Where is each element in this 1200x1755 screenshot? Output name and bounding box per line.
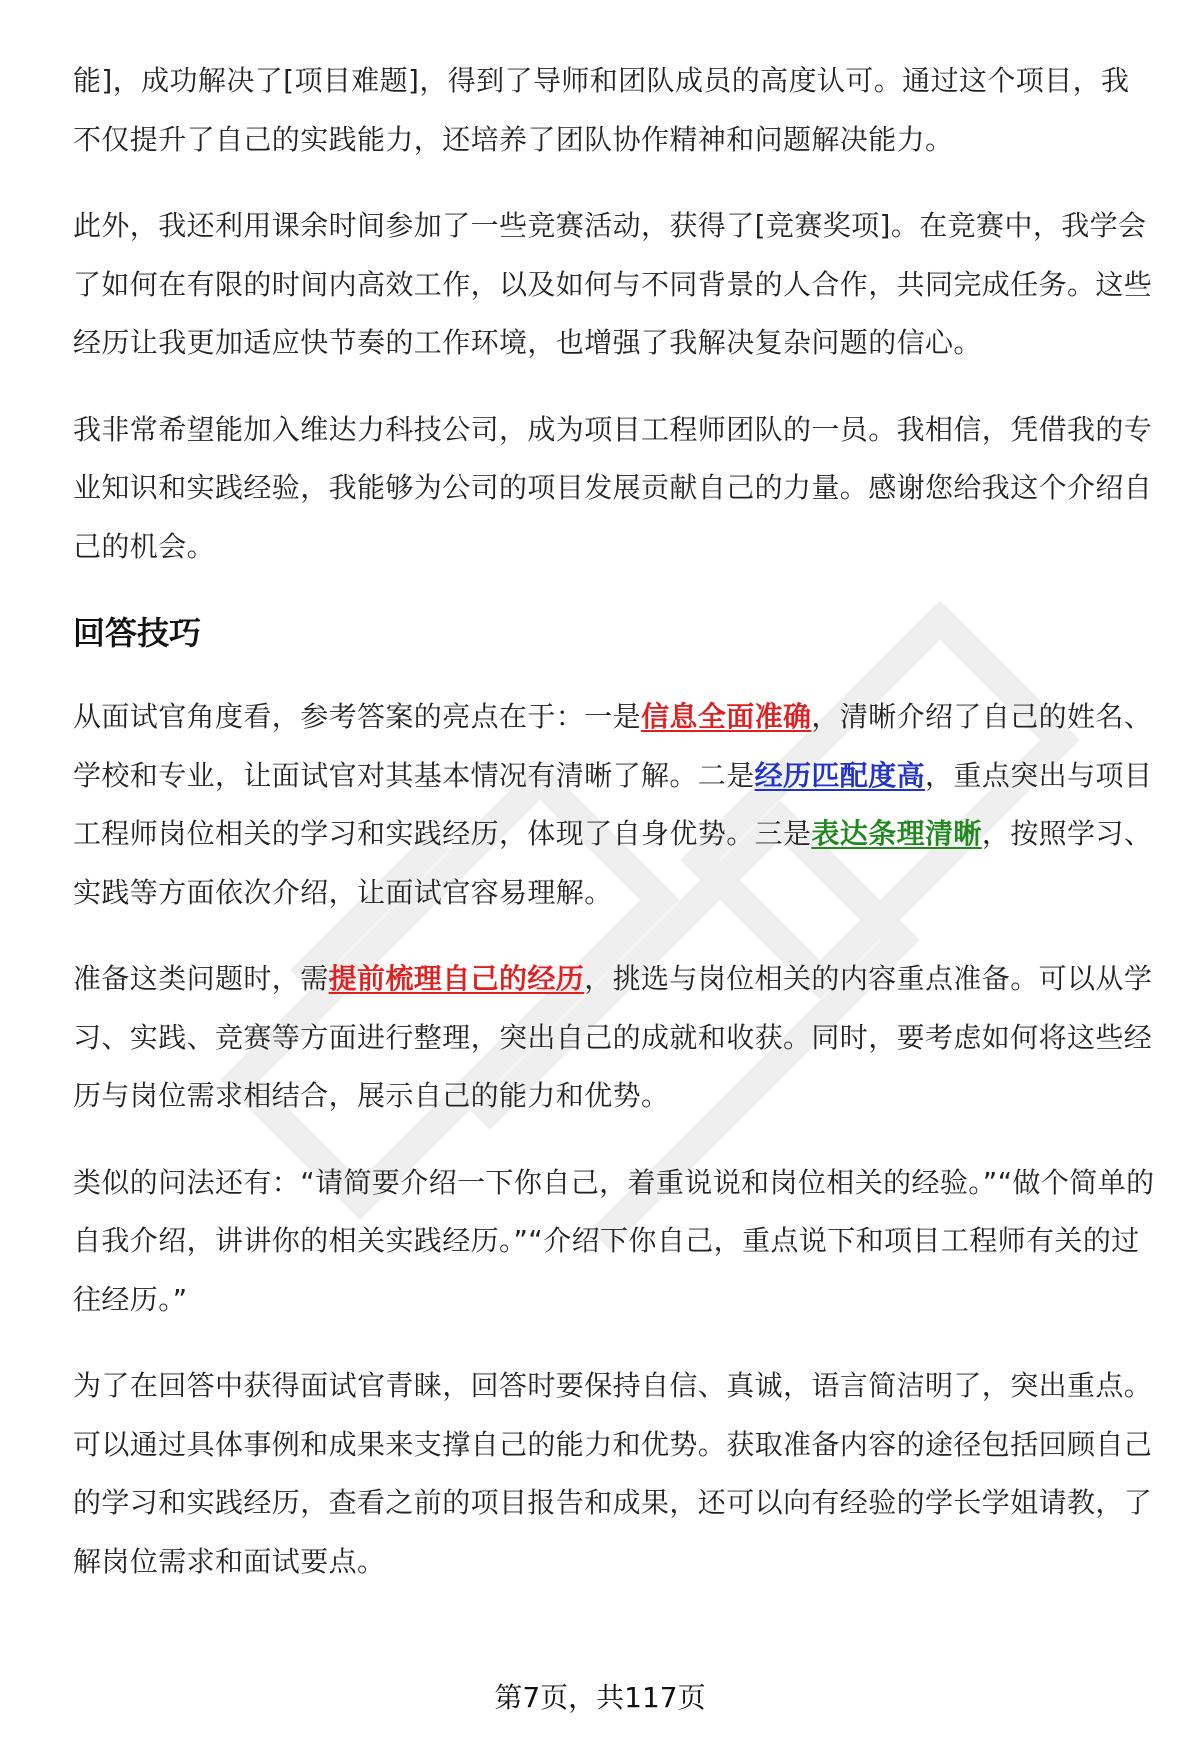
tips-text: 准备这类问题时，需 [73,962,329,995]
page-number-footer: 第7页，共117页 [494,1681,706,1714]
tips-text: ，挑选与岗位相关的内容重点准备。可以从学习、实践、竞赛等方面进行整理，突出自己的成就和收获。同时，要考虑如何将这些经历与岗位需求相结合，展示自己的能力和优势。 [73,962,1153,1112]
paragraph-closing: 我非常希望能加入维达力科技公司，成为项目工程师团队的一员。我相信，凭借我的专业知识和实践经验，我能够为公司的项目发展贡献自己的力量。感谢您给我这个介绍自己的机会。 [73,412,1153,563]
paragraph-tips-preparation [73,950,1155,1126]
tips-text: ，重点突出与项目工程师岗位相关的学习和实践经历，体现了自身优势。三是 [73,758,1153,850]
document-page [73,52,1155,1619]
paragraph-answer-advice: 为了在回答中获得面试官青睐，回答时要保持自信、真诚，语言简洁明了，突出重点。可以通过具体事例和成果来支撑自己的能力和优势。获取准备内容的途径包括回顾自己的学习和实践经历，查看之前的项目报告和成果，还可以向有经验的学长学姐请教，了解岗位需求和面试要点。 [73,1369,1153,1578]
tips-text: 从面试官角度看，参考答案的亮点在于：一是 [73,700,642,733]
paragraph-project-result: 能]，成功解决了[项目难题]，得到了导师和团队成员的高度认可。通过这个项目，我不仅提升了自己的实践能力，还培养了团队协作精神和问题解决能力。 [73,64,1130,156]
section-title: 回答技巧 [73,614,202,652]
highlight-experience-match: 经历匹配度高 [754,758,926,792]
paragraph-competition: 此外，我还利用课余时间参加了一些竞赛活动，获得了[竞赛奖项]。在竞赛中，我学会了如何在有限的时间内高效工作，以及如何与不同背景的人合作，共同完成任务。这些经历让我更加适应快节奏的工作环境，也增强了我解决复杂问题的信心。 [73,209,1153,359]
paragraph-tips-highlights [73,688,1155,922]
highlight-clear-expression: 表达条理清晰 [811,817,982,850]
paragraph-similar-questions: 类似的问法还有：“请简要介绍一下你自己，着重说说和岗位相关的经验。”“做个简单的自我介绍，讲讲你的相关实践经历。”“介绍下你自己，重点说下和项目工程师有关的过往经历。” [73,1165,1155,1316]
highlight-info-accurate: 信息全面准确 [641,700,812,733]
tips-text: ，清晰介绍了自己的姓名、学校和专业，让面试官对其基本情况有清晰了解。二是 [73,700,1153,792]
tips-text: ，按照学习、实践等方面依次介绍，让面试官容易理解。 [73,817,1153,909]
highlight-organize-experience: 提前梳理自己的经历 [328,962,585,995]
